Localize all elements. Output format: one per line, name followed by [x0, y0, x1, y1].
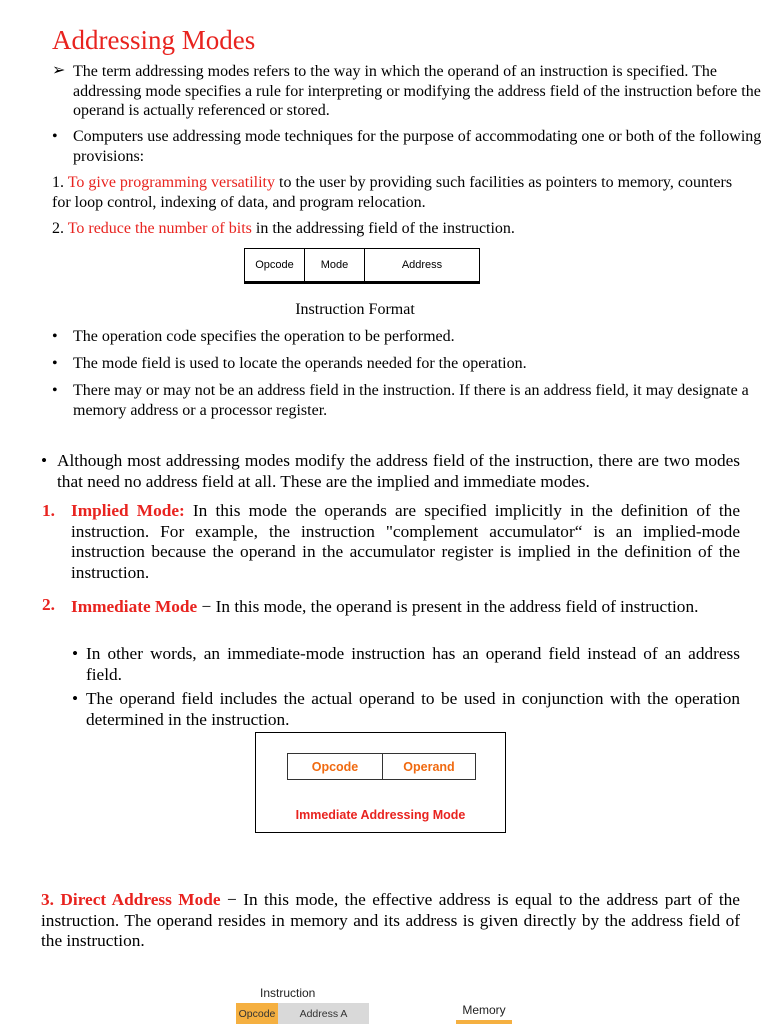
provision-1: [52, 173, 752, 212]
direct-heading: 3. Direct Address Mode: [41, 890, 221, 909]
instruction-format-diagram: [244, 248, 480, 282]
provision-1-highlight: To give programming versatility: [64, 174, 275, 191]
immediate-number: 2.: [42, 595, 55, 614]
immediate-bullet-1: In other words, an immediate-mode instruction has an operand field instead of an address field.: [86, 644, 740, 684]
arrow-bullet-icon: ➢: [52, 62, 66, 79]
immediate-heading: Immediate Mode: [71, 597, 198, 616]
provision-2-highlight: To reduce the number of bits: [64, 220, 252, 237]
although-paragraph: Although most addressing modes modify the address field of the instruction, there are two modes that need no address field at all. These are the implied and immediate modes.: [57, 451, 740, 491]
provision-2: [52, 219, 752, 239]
bullet-icon: •: [41, 451, 48, 470]
immediate-mode-paragraph: [71, 595, 740, 619]
page-title: Addressing Modes: [52, 25, 256, 55]
provision-2-text: in the addressing field of the instruction.: [251, 220, 515, 237]
opcode-field: Opcode: [245, 249, 305, 281]
bullet-icon: •: [52, 382, 58, 399]
intro-paragraph: The term addressing modes refers to the way in which the operand of an instruction is specified. The addressing mode specifies a rule for interpreting or modifying the address field of the instruction before the operand is actually referenced or stored.: [73, 63, 761, 119]
format-bullet-opcode: The operation code specifies the operation to be performed.: [73, 328, 455, 345]
bullet-icon: •: [72, 644, 79, 663]
bullet-icon: •: [52, 128, 58, 145]
bullet-icon: •: [52, 355, 58, 372]
provision-1-number: 1.: [52, 174, 64, 191]
mode-field: Mode: [305, 249, 365, 281]
immediate-text: − In this mode, the operand is present in the address field of instruction.: [197, 597, 699, 616]
immediate-opcode-field: Opcode: [288, 754, 383, 779]
provision-1-text: to the user by providing such facilities as pointers to memory, counters for loop control, indexing of data, and program relocation.: [52, 174, 733, 211]
immediate-addressing-diagram: [255, 732, 506, 833]
provisions-paragraph: Computers use addressing mode techniques for the purpose of accommodating one or both of the following provisions:: [73, 128, 762, 165]
direct-mode-paragraph: [41, 890, 740, 952]
implied-heading: Implied Mode:: [71, 501, 185, 520]
bullet-icon: •: [52, 328, 58, 345]
immediate-bullet-2: The operand field includes the actual operand to be used in conjunction with the operation determined in the instruction.: [86, 689, 740, 729]
memory-block: [456, 1020, 512, 1024]
format-bullet-address: There may or may not be an address field in the instruction. If there is an address field, it may designate a memory address or a processor register.: [73, 382, 749, 419]
memory-label: Memory: [462, 1003, 506, 1017]
implied-number: 1.: [42, 501, 55, 520]
bullet-icon: •: [72, 689, 79, 708]
immediate-fields: [287, 753, 476, 780]
direct-opcode-field: Opcode: [236, 1003, 278, 1024]
immediate-diagram-caption: Immediate Addressing Mode: [295, 808, 466, 822]
implied-text: In this mode the operands are specified implicitly in the definition of the instruction. For example, the instruction "complement accumulator“ is an implied-mode instruction because the operand in the accumulator register is implied in the definition of the instruction.: [71, 501, 740, 582]
direct-instruction-fields: [236, 1003, 369, 1024]
provision-2-number: 2.: [52, 220, 64, 237]
format-bullet-mode: The mode field is used to locate the operands needed for the operation.: [73, 355, 527, 372]
direct-text: − In this mode, the effective address is equal to the address part of the instruction. The operand resides in memory and its address is given directly by the address field of the instruction.: [41, 890, 740, 950]
instruction-label: Instruction: [260, 986, 316, 1000]
implied-mode-paragraph: [71, 501, 740, 583]
direct-address-field: Address A: [278, 1003, 369, 1024]
immediate-operand-field: Operand: [403, 759, 455, 774]
instruction-format-caption: Instruction Format: [295, 301, 415, 318]
address-field: Address: [401, 259, 443, 271]
